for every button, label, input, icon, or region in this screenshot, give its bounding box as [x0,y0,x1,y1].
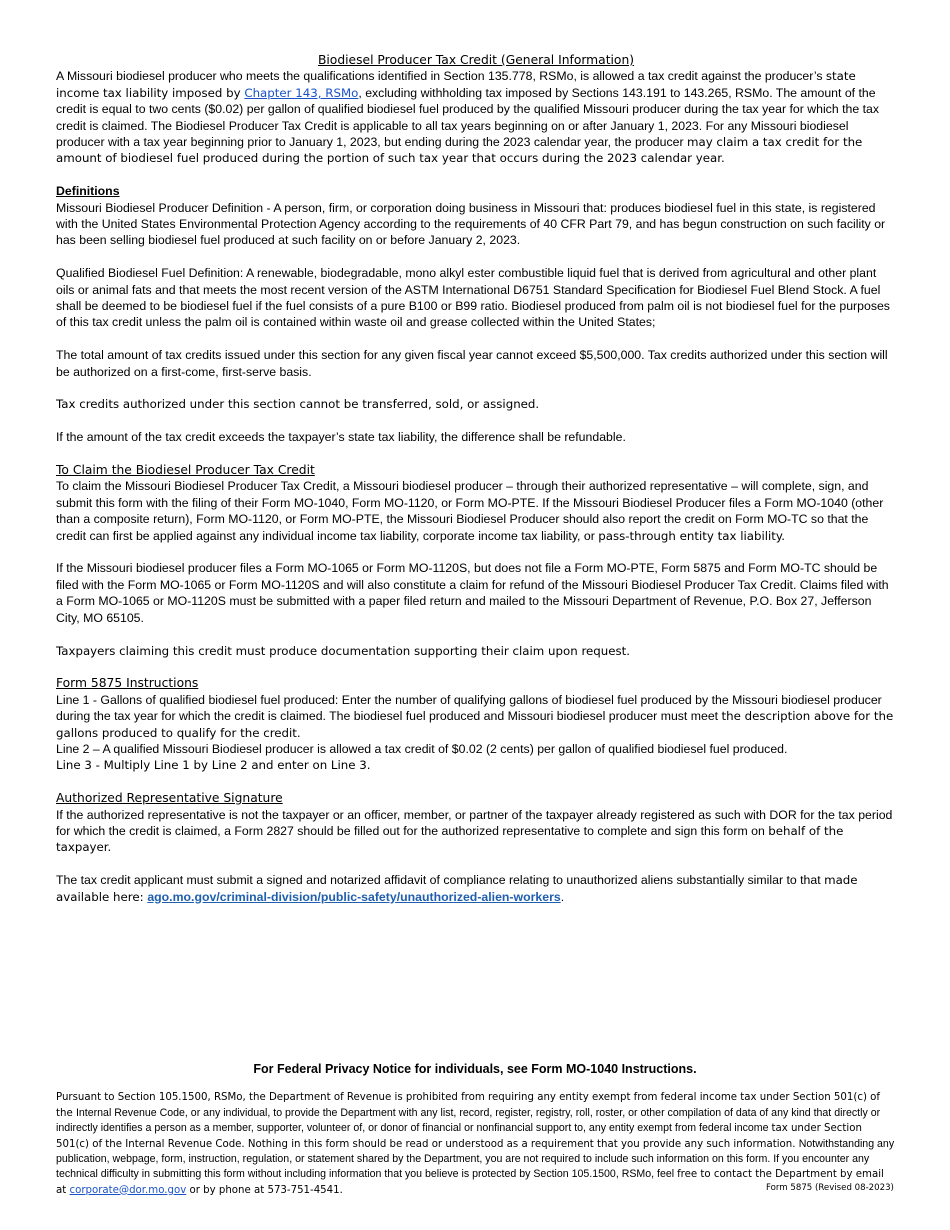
line-3-instruction: Line 3 - Multiply Line 1 by Line 2 and enter on Line 3. [56,758,371,773]
footer-text-4: Notwithstanding any publication, webpage, form, instruction, regulation, or statement shared by the Department, you are not required to include such information on this form. If you encounter any technical difficulty in submitting this form without including information that you believe is protected by Section 105.1500, RSMo, feel [56,1137,895,1180]
line-2-instruction: Line 2 – A qualified Missouri Biodiesel producer is allowed a tax credit of $0.02 (2 cents) per gallon of qualified biodiesel fuel produced. [56,741,788,756]
footer-text-1: Pursuant to Section 105.1500, RSMo, the Department of Revenue is prohibited from requiring any entity exempt from federal income tax under Section 501(c) of the [56,1092,880,1119]
affidavit-text-1: The tax credit applicant must submit a signed and notarized affidavit of compliance relating to unauthorized aliens substantially similar to that [56,873,825,888]
signature-heading: Authorized Representative Signature [56,791,283,806]
footer-disclaimer [56,1090,896,1198]
claim-paragraph-1 [56,478,896,544]
intro-text-3: , excluding withholding tax imposed by Sections 143.191 to 143.265, RSMo. The amount of the credit is equal to two cents ($0.02) per gallon of qualified biodiesel fuel produced by the qualified Missouri producer during the tax year for which the tax credit is claimed. The Biodiesel Producer Tax Credit is applicable to all tax years beginning on or after January 1, 2023. For any Missouri biodiesel producer with a tax year beginning prior to January 1, 2023, but ending during the 2023 calendar year, the producer [56,85,879,150]
signature-text-end: behalf of the taxpayer. [56,823,844,855]
affidavit-text-2: made available here: [56,873,858,904]
document-body [56,52,896,905]
footer-text-2: Internal Revenue Code, or any individual, to provide the Department with any list, record, register, registry, roll, roster, or other compilation of data of any kind that directly or indirectly identifies a person as a member, supporter, volunteer of, or donor of financial or nonfinancial support to, any entity exempt from federal income [56,1106,881,1135]
transfer-restriction-text: Tax credits authorized under this section cannot be transferred, sold, or assigned. [56,397,540,412]
refundable-text: If the amount of the tax credit exceeds the taxpayer’s state tax liability, the difference shall be refundable. [56,430,626,445]
credit-cap-text: The total amount of tax credits issued under this section for any given fiscal year cannot exceed $5,500,000. Tax credits authorized under this section will be authorized on a first-come, first-serve basis. [56,348,888,379]
footer-email-link[interactable]: corporate@dor.mo.gov [69,1184,187,1196]
claim-text-1: To claim the Missouri Biodiesel Producer Tax Credit, a Missouri biodiesel producer – through their authorized representative – will complete, sign, and submit this form with the filing of their Form MO-1040, Form MO-1120, or Form MO-PTE. If the Missouri Biodiesel Producer files a Form MO-1040 (other than a composite return), Form MO-1120, or Form MO-PTE, the Missouri Biodiesel Producer should also report the credit on Form MO-TC so that the credit can first be applied against any individual income tax liability, corporate income tax liability, or [56,479,884,543]
line-1-text: Line 1 - Gallons of qualified biodiesel fuel produced: Enter the number of qualifying gallons of biodiesel fuel produced by the Missouri biodiesel producer during the tax year for which the credit is claimed. The biodiesel fuel produced and Missouri biodiesel producer must meet [56,692,882,724]
chapter-143-link[interactable]: Chapter 143, RSMo [244,85,359,100]
footer-text-5: free to contact the Department by email at [56,1168,884,1196]
documentation-text: Taxpayers claiming this credit must produce documentation supporting their claim upon request. [56,643,631,658]
line-1-instruction [56,692,896,741]
affidavit-link[interactable]: ago.mo.gov/criminal-division/public-safety/unauthorized-alien-workers [147,889,561,904]
signature-paragraph [56,807,896,856]
form-revision-label: Form 5875 (Revised 08-2023) [766,1183,894,1193]
intro-text-2: state income tax liability imposed by [56,69,856,100]
instructions-heading: Form 5875 Instructions [56,676,199,691]
intro-text-1: A Missouri biodiesel producer who meets the qualifications identified in Section 135.778, RSMo, is allowed a tax credit against the producer’s [56,69,826,84]
claim-paragraph-2: If the Missouri biodiesel producer files a Form MO-1065 or Form MO-1120S, but does not file a Form MO-PTE, Form 5875 and Form MO-TC should be filed with the Form MO-1065 or Form MO-1120S and will also constitute a claim for refund of the Missouri Biodiesel Producer Tax Credit. Claims filed with a Form MO-1065 or MO-1120S must be submitted with a paper filed return and mailed to the Missouri Department of Revenue, P.O. Box 27, Jefferson City, MO 65105. [56,561,889,625]
definitions-heading: Definitions [56,184,120,199]
producer-definition: Missouri Biodiesel Producer Definition - A person, firm, or corporation doing business in Missouri that: produces biodiesel fuel in this state, is registered with the United States Environmental Protection Agency according to the requirements of 40 CFR Part 79, and has begun construction on such facility or has been selling biodiesel fuel produced at such facility on or before January 2, 2023. [56,200,886,248]
line-1-text-end: the description above for the gallons produced to qualify for the credit. [56,709,894,740]
page-title: Biodiesel Producer Tax Credit (General Information) [317,53,635,67]
privacy-notice: For Federal Privacy Notice for individuals, see Form MO-1040 Instructions. [253,1062,697,1076]
claim-heading: To Claim the Biodiesel Producer Tax Credit [56,463,315,478]
footer-text-6: or by phone at 573-751-4541. [186,1184,343,1196]
signature-text: If the authorized representative is not the taxpayer or an officer, member, or partner of the taxpayer already registered as such with DOR for the tax period for which the credit is claimed, a Form 2827 should be filled out for the authorized representative to complete and sign this form on [56,807,893,838]
intro-paragraph [56,68,896,166]
intro-text-4: may claim a tax credit for the amount of biodiesel fuel produced during the portion of such tax year that occurs during the 2023 calendar year. [56,135,863,166]
fuel-definition: Qualified Biodiesel Fuel Definition: A renewable, biodegradable, mono alkyl ester combustible liquid fuel that is derived from agricultural and other plant oils or animal fats and that meets the most recent version of the ASTM International D6751 Standard Specification for Biodiesel Fuel Blend Stock. A fuel shall be deemed to be biodiesel fuel if the fuel consists of a pure B100 or B99 ratio. Biodiesel produced from palm oil is not biodiesel fuel for the purposes of this tax credit unless the palm oil is contained within waste oil and grease collected within the United States; [56,266,890,330]
affidavit-text-end: . [560,889,565,904]
claim-text-1-end: pass-through entity tax liability. [598,528,785,543]
affidavit-paragraph [56,872,896,905]
footer-text-3: tax under Section 501(c) of the Internal Revenue Code. Nothing in this form should be read or understood as a requirement that you provide any such information. [56,1123,862,1150]
